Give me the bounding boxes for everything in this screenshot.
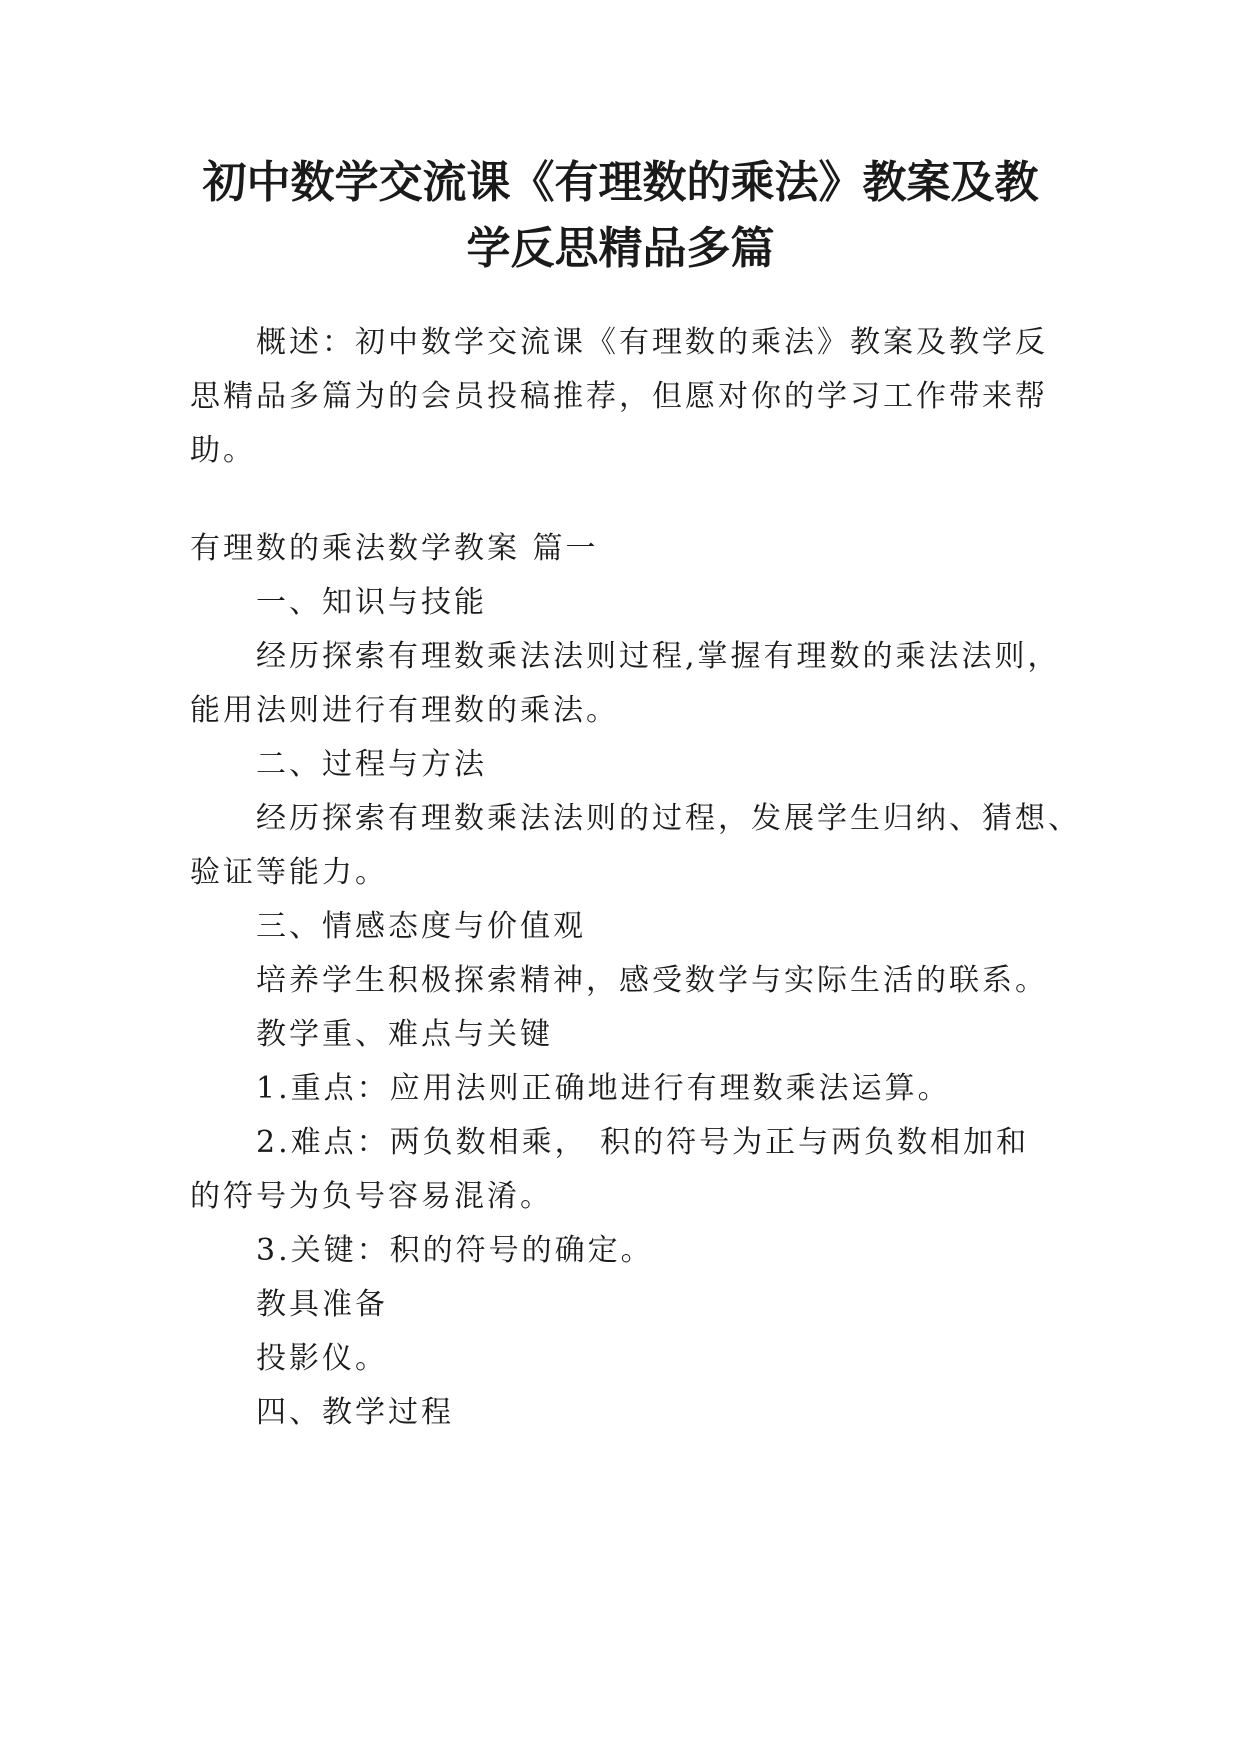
heading-process-method: 二、过程与方法 <box>256 747 487 782</box>
heading-knowledge-skills: 一、知识与技能 <box>256 585 487 620</box>
paragraph-line: 2.难点：两负数相乘， 积的符号为正与两负数相加和 <box>256 1125 1030 1160</box>
paragraph-line: 1.重点：应用法则正确地进行有理数乘法运算。 <box>256 1071 951 1106</box>
section-heading: 有理数的乘法数学教案 篇一 <box>190 531 599 566</box>
paragraph-line: 3.关键：积的符号的确定。 <box>256 1233 654 1268</box>
title-line-2: 学反思精品多篇 <box>466 223 775 274</box>
paragraph-line: 投影仪。 <box>256 1341 388 1376</box>
paragraph-line: 验证等能力。 <box>190 855 388 890</box>
paragraph-line: 培养学生积极探索精神，感受数学与实际生活的联系。 <box>256 963 1048 998</box>
heading-attitude-values: 三、情感态度与价值观 <box>256 909 586 944</box>
heading-teaching-process: 四、教学过程 <box>256 1395 454 1430</box>
paragraph-line: 经历探索有理数乘法法则的过程，发展学生归纳、猜想、 <box>256 801 1081 836</box>
title-line-1: 初中数学交流课《有理数的乘法》教案及教 <box>202 157 1039 208</box>
heading-teaching-aids: 教具准备 <box>256 1287 388 1322</box>
summary-line-2: 思精品多篇为的会员投稿推荐，但愿对你的学习工作带来帮 <box>190 379 1048 414</box>
summary-line-1: 概述：初中数学交流课《有理数的乘法》教案及教学反 <box>256 325 1048 360</box>
paragraph-line: 经历探索有理数乘法法则过程,掌握有理数的乘法法则， <box>256 639 1061 674</box>
paragraph-line: 的符号为负号容易混淆。 <box>190 1179 553 1214</box>
paragraph-line: 能用法则进行有理数的乘法。 <box>190 693 619 728</box>
document-title <box>150 150 1091 282</box>
summary-line-3: 助。 <box>190 433 256 468</box>
heading-key-points: 教学重、难点与关键 <box>256 1017 553 1052</box>
